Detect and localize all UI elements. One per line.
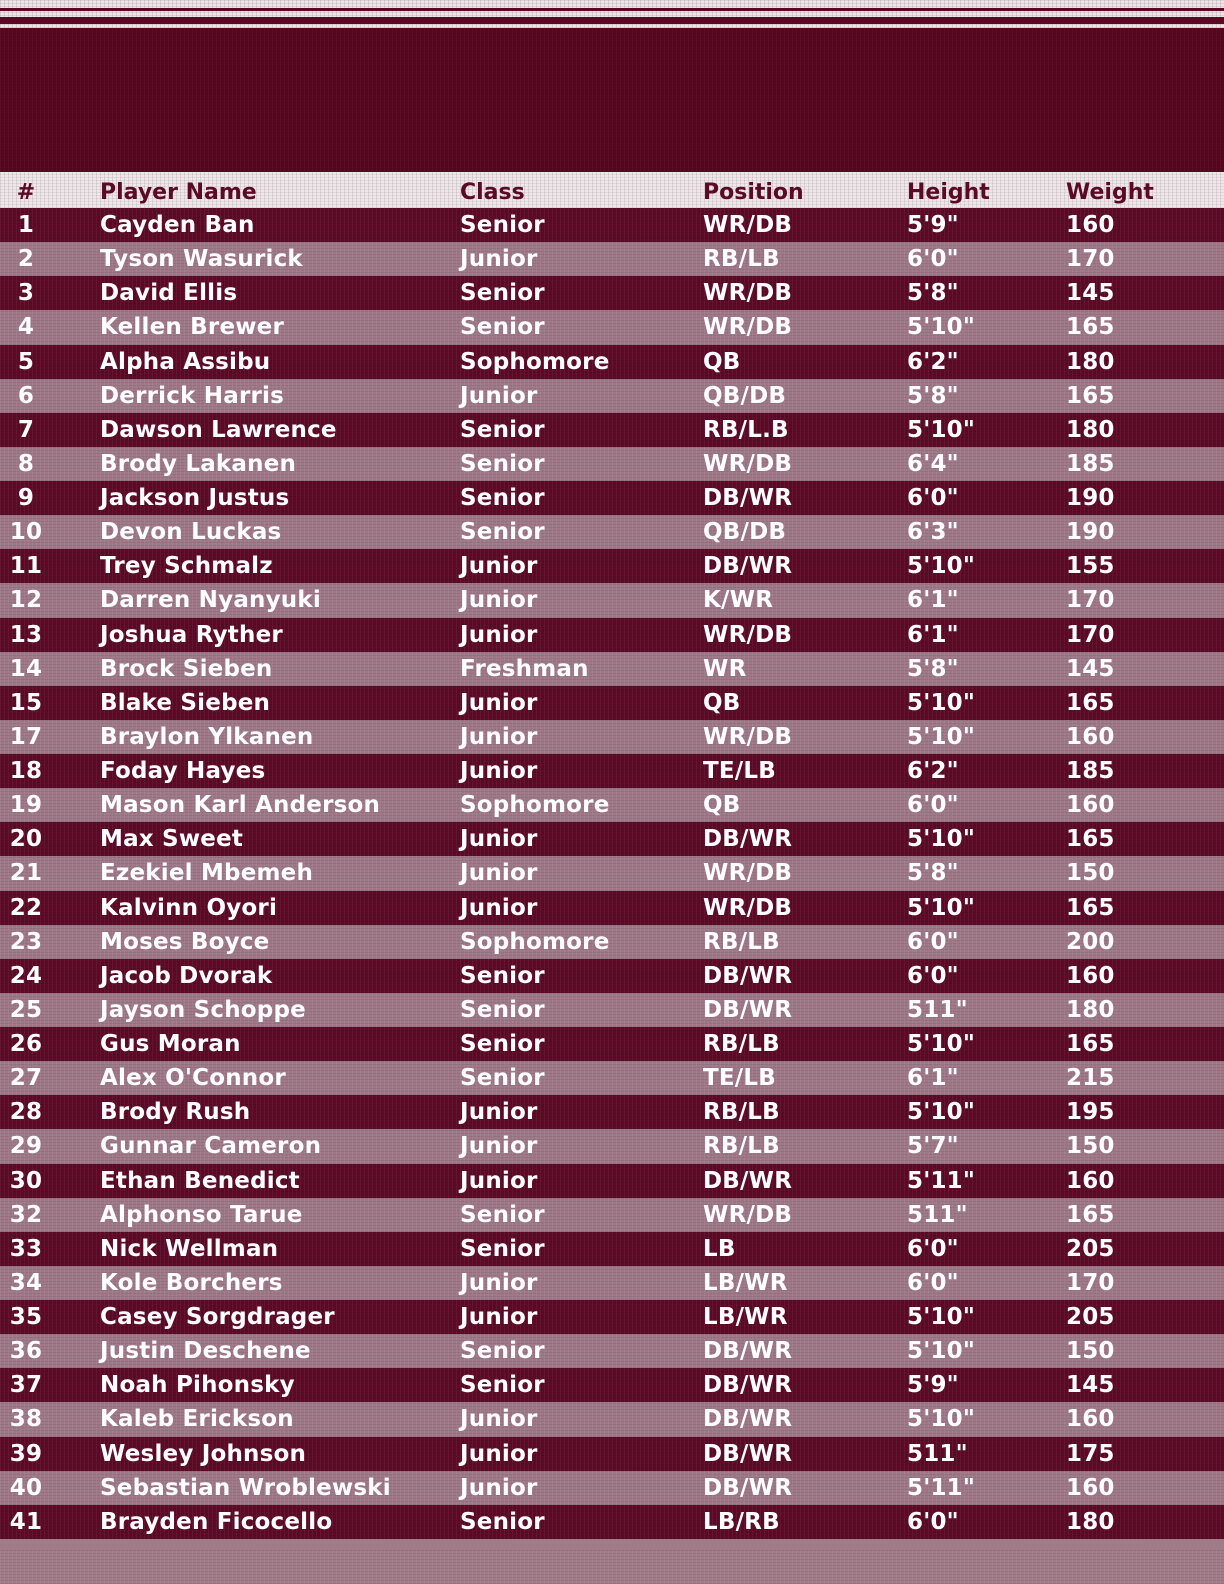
player-position: QB	[703, 689, 741, 716]
player-weight: 170	[1066, 1269, 1115, 1296]
player-number: 9	[17, 485, 35, 512]
header-class: Class	[460, 179, 525, 205]
player-number: 37	[9, 1372, 43, 1399]
player-class: Junior	[460, 1474, 538, 1501]
top-rule	[0, 8, 1224, 11]
table-row	[0, 413, 1224, 447]
player-name: Wesley Johnson	[100, 1440, 307, 1467]
table-row	[0, 754, 1224, 788]
player-name: Kalvinn Oyori	[100, 894, 278, 921]
player-weight: 185	[1066, 758, 1115, 785]
player-name: Alphonso Tarue	[100, 1201, 303, 1228]
player-number: 24	[9, 962, 43, 989]
player-height: 5'10"	[907, 1406, 976, 1433]
header-band	[0, 28, 1224, 172]
player-height: 5'10"	[907, 314, 976, 341]
table-row	[0, 1334, 1224, 1368]
player-class: Senior	[460, 1031, 545, 1058]
player-name: Dawson Lawrence	[100, 416, 337, 443]
player-class: Freshman	[460, 655, 589, 682]
player-position: WR	[703, 655, 747, 682]
player-position: QB/DB	[703, 519, 787, 546]
table-row	[0, 1232, 1224, 1266]
player-position: WR/DB	[703, 894, 793, 921]
player-height: 6'2"	[907, 348, 959, 375]
top-rule	[0, 17, 1224, 24]
player-height: 6'0"	[907, 792, 959, 819]
player-class: Senior	[460, 314, 545, 341]
table-row	[0, 925, 1224, 959]
player-number: 18	[9, 758, 43, 785]
player-position: DB/WR	[703, 826, 793, 853]
player-name: Gus Moran	[100, 1031, 241, 1058]
player-class: Senior	[460, 212, 545, 239]
player-weight: 200	[1066, 928, 1115, 955]
player-height: 5'10"	[907, 1031, 976, 1058]
player-height: 6'1"	[907, 621, 959, 648]
header-number: #	[16, 179, 36, 205]
player-height: 6'0"	[907, 485, 959, 512]
table-row	[0, 993, 1224, 1027]
player-class: Senior	[460, 1338, 545, 1365]
player-number: 39	[9, 1440, 43, 1467]
player-weight: 190	[1066, 519, 1115, 546]
player-number: 12	[9, 587, 43, 614]
player-position: DB/WR	[703, 553, 793, 580]
table-row	[0, 788, 1224, 822]
player-class: Senior	[460, 1508, 545, 1535]
player-number: 23	[9, 928, 43, 955]
player-number: 41	[9, 1508, 43, 1535]
table-row	[0, 1505, 1224, 1539]
player-weight: 155	[1066, 553, 1115, 580]
player-weight: 205	[1066, 1235, 1115, 1262]
player-height: 5'10"	[907, 553, 976, 580]
player-position: QB/DB	[703, 382, 787, 409]
player-name: Alpha Assibu	[100, 348, 271, 375]
player-name: Kaleb Erickson	[100, 1406, 294, 1433]
player-weight: 145	[1066, 1372, 1115, 1399]
player-name: Jackson Justus	[100, 485, 290, 512]
player-class: Sophomore	[460, 348, 610, 375]
player-number: 22	[9, 894, 43, 921]
table-row	[0, 1368, 1224, 1402]
player-name: Joshua Ryther	[100, 621, 283, 648]
player-name: Gunnar Cameron	[100, 1133, 322, 1160]
player-class: Junior	[460, 1133, 538, 1160]
player-height: 5'8"	[907, 860, 959, 887]
table-row	[0, 720, 1224, 754]
player-number: 26	[9, 1031, 43, 1058]
player-weight: 165	[1066, 382, 1115, 409]
player-position: DB/WR	[703, 996, 793, 1023]
table-row	[0, 447, 1224, 481]
table-row	[0, 1471, 1224, 1505]
player-weight: 165	[1066, 1031, 1115, 1058]
player-name: Casey Sorgdrager	[100, 1304, 335, 1331]
player-height: 5'8"	[907, 655, 959, 682]
player-number: 5	[17, 348, 35, 375]
player-height: 5'9"	[907, 1372, 959, 1399]
player-position: WR/DB	[703, 280, 793, 307]
player-number: 7	[17, 416, 35, 443]
player-number: 27	[9, 1065, 43, 1092]
player-position: WR/DB	[703, 860, 793, 887]
player-position: WR/DB	[703, 621, 793, 648]
player-number: 4	[17, 314, 35, 341]
table-row	[0, 959, 1224, 993]
table-row	[0, 652, 1224, 686]
player-position: QB	[703, 792, 741, 819]
player-class: Junior	[460, 1440, 538, 1467]
table-row	[0, 345, 1224, 379]
player-class: Senior	[460, 1372, 545, 1399]
player-weight: 170	[1066, 621, 1115, 648]
player-number: 35	[9, 1304, 43, 1331]
player-weight: 190	[1066, 485, 1115, 512]
player-position: DB/WR	[703, 1440, 793, 1467]
player-name: Tyson Wasurick	[100, 246, 303, 273]
header-height: Height	[907, 179, 990, 205]
player-position: RB/LB	[703, 928, 780, 955]
player-name: Trey Schmalz	[100, 553, 273, 580]
player-number: 19	[9, 792, 43, 819]
player-weight: 165	[1066, 894, 1115, 921]
player-class: Junior	[460, 1167, 538, 1194]
player-name: David Ellis	[100, 280, 238, 307]
player-weight: 160	[1066, 962, 1115, 989]
table-row	[0, 242, 1224, 276]
table-row	[0, 1266, 1224, 1300]
table-row	[0, 1198, 1224, 1232]
player-name: Cayden Ban	[100, 212, 255, 239]
player-height: 6'1"	[907, 587, 959, 614]
player-class: Senior	[460, 962, 545, 989]
player-weight: 180	[1066, 348, 1115, 375]
player-class: Senior	[460, 416, 545, 443]
player-class: Junior	[460, 723, 538, 750]
player-weight: 170	[1066, 246, 1115, 273]
table-row	[0, 891, 1224, 925]
player-position: LB	[703, 1235, 736, 1262]
table-row	[0, 856, 1224, 890]
player-weight: 160	[1066, 792, 1115, 819]
player-position: RB/LB	[703, 1031, 780, 1058]
player-name: Kellen Brewer	[100, 314, 285, 341]
player-height: 5'10"	[907, 894, 976, 921]
player-position: DB/WR	[703, 1167, 793, 1194]
player-class: Junior	[460, 553, 538, 580]
player-weight: 165	[1066, 1201, 1115, 1228]
player-class: Junior	[460, 1099, 538, 1126]
player-position: RB/L.B	[703, 416, 789, 443]
player-position: LB/WR	[703, 1304, 788, 1331]
player-class: Senior	[460, 519, 545, 546]
player-weight: 160	[1066, 1474, 1115, 1501]
table-row	[0, 379, 1224, 413]
player-name: Brody Lakanen	[100, 450, 297, 477]
player-weight: 215	[1066, 1065, 1115, 1092]
player-weight: 185	[1066, 450, 1115, 477]
player-number: 38	[9, 1406, 43, 1433]
player-position: DB/WR	[703, 485, 793, 512]
player-name: Jacob Dvorak	[100, 962, 273, 989]
player-class: Junior	[460, 860, 538, 887]
table-row	[0, 549, 1224, 583]
player-weight: 180	[1066, 416, 1115, 443]
header-weight: Weight	[1066, 179, 1154, 205]
player-height: 5'8"	[907, 382, 959, 409]
player-position: DB/WR	[703, 1406, 793, 1433]
player-name: Sebastian Wroblewski	[100, 1474, 391, 1501]
player-number: 28	[9, 1099, 43, 1126]
player-weight: 150	[1066, 860, 1115, 887]
player-number: 15	[9, 689, 43, 716]
player-name: Blake Sieben	[100, 689, 271, 716]
player-height: 6'0"	[907, 1269, 959, 1296]
player-name: Jayson Schoppe	[100, 996, 306, 1023]
player-name: Brayden Ficocello	[100, 1508, 333, 1535]
player-weight: 160	[1066, 723, 1115, 750]
player-position: DB/WR	[703, 1372, 793, 1399]
table-row	[0, 1095, 1224, 1129]
top-texture-strip	[0, 0, 1224, 28]
table-row	[0, 1437, 1224, 1471]
player-name: Noah Pihonsky	[100, 1372, 295, 1399]
table-row	[0, 1129, 1224, 1163]
player-weight: 165	[1066, 689, 1115, 716]
player-class: Senior	[460, 1201, 545, 1228]
table-row	[0, 208, 1224, 242]
player-name: Nick Wellman	[100, 1235, 279, 1262]
bottom-texture	[0, 1550, 1224, 1584]
player-name: Devon Luckas	[100, 519, 282, 546]
player-number: 20	[9, 826, 43, 853]
header-position: Position	[703, 179, 804, 205]
table-row	[0, 481, 1224, 515]
player-number: 1	[17, 212, 35, 239]
player-number: 11	[9, 553, 43, 580]
player-height: 511"	[907, 1440, 968, 1467]
player-class: Junior	[460, 1269, 538, 1296]
player-class: Sophomore	[460, 928, 610, 955]
player-number: 34	[9, 1269, 43, 1296]
player-position: TE/LB	[703, 758, 776, 785]
player-class: Senior	[460, 485, 545, 512]
player-name: Braylon Ylkanen	[100, 723, 314, 750]
player-name: Ezekiel Mbemeh	[100, 860, 314, 887]
player-position: LB/RB	[703, 1508, 780, 1535]
player-position: TE/LB	[703, 1065, 776, 1092]
player-name: Mason Karl Anderson	[100, 792, 381, 819]
player-height: 5'10"	[907, 826, 976, 853]
player-height: 5'10"	[907, 689, 976, 716]
player-height: 511"	[907, 1201, 968, 1228]
player-name: Alex O'Connor	[100, 1065, 286, 1092]
player-height: 5'10"	[907, 1304, 976, 1331]
player-number: 21	[9, 860, 43, 887]
player-number: 36	[9, 1338, 43, 1365]
table-row	[0, 583, 1224, 617]
player-height: 5'10"	[907, 723, 976, 750]
player-height: 6'2"	[907, 758, 959, 785]
player-number: 40	[9, 1474, 43, 1501]
player-class: Junior	[460, 1304, 538, 1331]
player-class: Senior	[460, 996, 545, 1023]
player-height: 5'11"	[907, 1474, 976, 1501]
table-row	[0, 1164, 1224, 1198]
player-height: 5'7"	[907, 1133, 959, 1160]
player-name: Foday Hayes	[100, 758, 266, 785]
player-weight: 195	[1066, 1099, 1115, 1126]
player-weight: 145	[1066, 280, 1115, 307]
player-position: DB/WR	[703, 1474, 793, 1501]
player-class: Junior	[460, 689, 538, 716]
player-name: Brody Rush	[100, 1099, 251, 1126]
player-name: Brock Sieben	[100, 655, 273, 682]
player-weight: 160	[1066, 1167, 1115, 1194]
column-header-row	[0, 172, 1224, 208]
player-number: 30	[9, 1167, 43, 1194]
player-number: 10	[9, 519, 43, 546]
player-position: WR/DB	[703, 212, 793, 239]
table-row	[0, 1300, 1224, 1334]
player-position: K/WR	[703, 587, 774, 614]
player-weight: 150	[1066, 1133, 1115, 1160]
player-height: 5'10"	[907, 1338, 976, 1365]
player-height: 5'10"	[907, 1099, 976, 1126]
player-height: 6'0"	[907, 1508, 959, 1535]
player-position: WR/DB	[703, 450, 793, 477]
player-number: 13	[9, 621, 43, 648]
player-position: RB/LB	[703, 1133, 780, 1160]
player-number: 29	[9, 1133, 43, 1160]
player-weight: 165	[1066, 314, 1115, 341]
roster-table	[0, 208, 1224, 1539]
player-class: Junior	[460, 621, 538, 648]
player-height: 511"	[907, 996, 968, 1023]
player-class: Senior	[460, 280, 545, 307]
player-height: 6'0"	[907, 246, 959, 273]
player-weight: 170	[1066, 587, 1115, 614]
player-position: RB/LB	[703, 246, 780, 273]
player-class: Junior	[460, 587, 538, 614]
player-class: Senior	[460, 450, 545, 477]
player-number: 25	[9, 996, 43, 1023]
player-position: LB/WR	[703, 1269, 788, 1296]
table-row	[0, 310, 1224, 344]
player-position: WR/DB	[703, 314, 793, 341]
player-height: 6'1"	[907, 1065, 959, 1092]
player-height: 6'0"	[907, 1235, 959, 1262]
player-position: WR/DB	[703, 723, 793, 750]
player-class: Senior	[460, 1065, 545, 1092]
player-position: RB/LB	[703, 1099, 780, 1126]
table-row	[0, 276, 1224, 310]
player-class: Junior	[460, 826, 538, 853]
player-number: 6	[17, 382, 35, 409]
player-class: Senior	[460, 1235, 545, 1262]
player-class: Junior	[460, 758, 538, 785]
player-weight: 160	[1066, 1406, 1115, 1433]
player-height: 5'8"	[907, 280, 959, 307]
player-height: 5'9"	[907, 212, 959, 239]
player-name: Justin Deschene	[100, 1338, 311, 1365]
header-player-name: Player Name	[100, 179, 257, 205]
player-number: 17	[9, 723, 43, 750]
player-class: Junior	[460, 382, 538, 409]
player-class: Sophomore	[460, 792, 610, 819]
player-position: DB/WR	[703, 1338, 793, 1365]
table-row	[0, 1061, 1224, 1095]
player-weight: 165	[1066, 826, 1115, 853]
player-weight: 205	[1066, 1304, 1115, 1331]
player-number: 14	[9, 655, 43, 682]
player-name: Moses Boyce	[100, 928, 270, 955]
player-number: 3	[17, 280, 35, 307]
player-height: 5'10"	[907, 416, 976, 443]
table-row	[0, 515, 1224, 549]
player-height: 5'11"	[907, 1167, 976, 1194]
table-row	[0, 1402, 1224, 1436]
player-name: Derrick Harris	[100, 382, 285, 409]
player-weight: 175	[1066, 1440, 1115, 1467]
player-height: 6'4"	[907, 450, 959, 477]
player-number: 32	[9, 1201, 43, 1228]
player-weight: 145	[1066, 655, 1115, 682]
player-weight: 180	[1066, 996, 1115, 1023]
player-weight: 150	[1066, 1338, 1115, 1365]
player-weight: 160	[1066, 212, 1115, 239]
player-number: 8	[17, 450, 35, 477]
player-name: Kole Borchers	[100, 1269, 283, 1296]
player-position: QB	[703, 348, 741, 375]
player-position: DB/WR	[703, 962, 793, 989]
player-name: Max Sweet	[100, 826, 244, 853]
table-row	[0, 1027, 1224, 1061]
player-class: Junior	[460, 1406, 538, 1433]
player-height: 6'0"	[907, 962, 959, 989]
table-row	[0, 618, 1224, 652]
player-weight: 180	[1066, 1508, 1115, 1535]
player-name: Ethan Benedict	[100, 1167, 300, 1194]
player-number: 2	[17, 246, 35, 273]
player-height: 6'3"	[907, 519, 959, 546]
player-number: 33	[9, 1235, 43, 1262]
player-name: Darren Nyanyuki	[100, 587, 321, 614]
player-class: Junior	[460, 894, 538, 921]
player-class: Junior	[460, 246, 538, 273]
player-position: WR/DB	[703, 1201, 793, 1228]
player-height: 6'0"	[907, 928, 959, 955]
table-row	[0, 822, 1224, 856]
table-row	[0, 686, 1224, 720]
